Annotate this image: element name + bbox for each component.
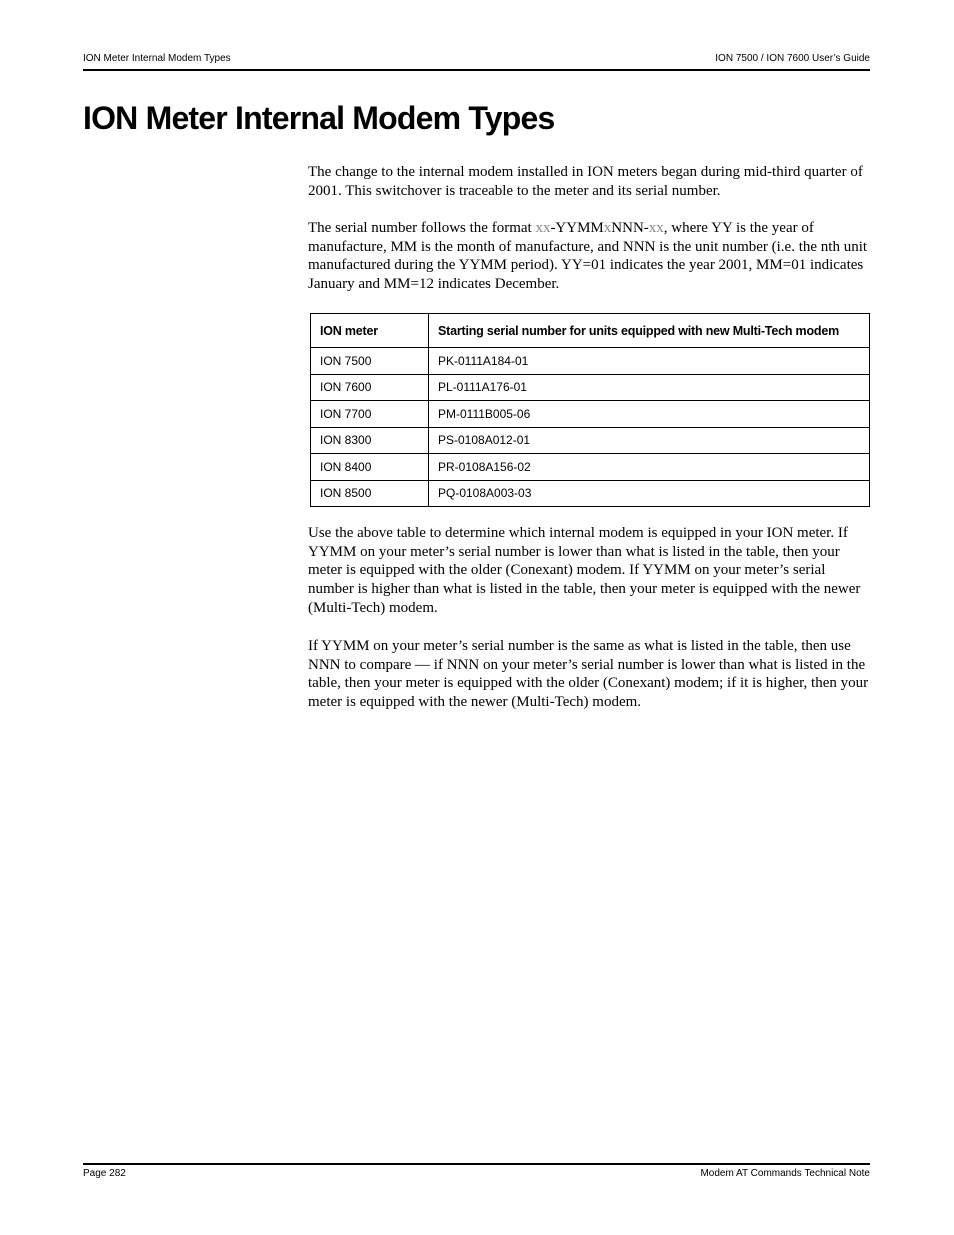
table-usage-paragraph: Use the above table to determine which internal modem is equipped in your ION meter. If YYMM on your meter’s serial number is lower than what is listed in the table, then your meter is equipped with the older (Conexant) modem. If YYMM on your meter’s serial number is higher than what is listed in the table, then your meter is equipped with the newer (Multi-Tech) modem. [308,525,861,616]
meter-cell: ION 7500 [311,348,429,375]
header-guide-title: ION 7500 / ION 7600 User’s Guide [715,53,870,64]
footer-document-title: Modem AT Commands Technical Note [700,1168,870,1179]
meter-cell: ION 7600 [311,374,429,401]
header-rule [83,69,870,71]
table-row [311,427,870,454]
nnn-compare-paragraph: If YYMM on your meter’s serial number is the same as what is listed in the table, then use NNN to compare — if NNN on your meter’s serial number is lower than what is listed in the table, then your meter is equipped with the older (Conexant) modem; if it is higher, then your meter is equipped with the newer (Multi-Tech) modem. [308,638,869,711]
serial-cell: PK-0111A184-01 [429,348,870,375]
column-header-ion-meter: ION meter [311,314,429,348]
modem-serial-table [310,313,870,507]
column-header-starting-serial: Starting serial number for units equipped with new Multi-Tech modem [429,314,870,348]
serial-format-prefix: xx [535,220,551,236]
serial-format-text-after: , where YY is the year of manufacture, MM is the month of manufacture, and NNN is the unit number (i.e. the nth unit manufactured during the YYMM period). YY=01 indicates the year 2001, MM=01 indicates January and MM=12 indicates December. [308,220,868,293]
page-number: Page 282 [83,1168,126,1179]
serial-cell: PS-0108A012-01 [429,427,870,454]
serial-format-text-before: The serial number follows the format [308,220,536,236]
table-row [311,401,870,428]
serial-format-yymm: -YYMM [550,220,604,236]
page-title: ION Meter Internal Modem Types [83,100,555,136]
footer-rule [83,1163,870,1165]
table-header-row [311,314,870,348]
serial-cell: PL-0111A176-01 [429,374,870,401]
meter-cell: ION 8500 [311,480,429,507]
serial-cell: PQ-0108A003-03 [429,480,870,507]
serial-format-nnn: NNN- [611,220,649,236]
serial-cell: PR-0108A156-02 [429,454,870,481]
table-row [311,454,870,481]
running-footer [83,1168,870,1184]
table-row [311,374,870,401]
meter-cell: ION 8400 [311,454,429,481]
serial-format-suffix: xx [648,220,664,236]
meter-cell: ION 7700 [311,401,429,428]
table-row [311,480,870,507]
serial-cell: PM-0111B005-06 [429,401,870,428]
intro-paragraph: The change to the internal modem installed in ION meters began during mid-third quarter of 2001. This switchover is traceable to the meter and its serial number. [308,164,863,199]
serial-format-x: x [603,220,612,236]
table-row [311,348,870,375]
running-header [83,53,870,69]
meter-cell: ION 8300 [311,427,429,454]
header-section-title: ION Meter Internal Modem Types [83,53,231,64]
serial-format-paragraph [308,219,870,294]
